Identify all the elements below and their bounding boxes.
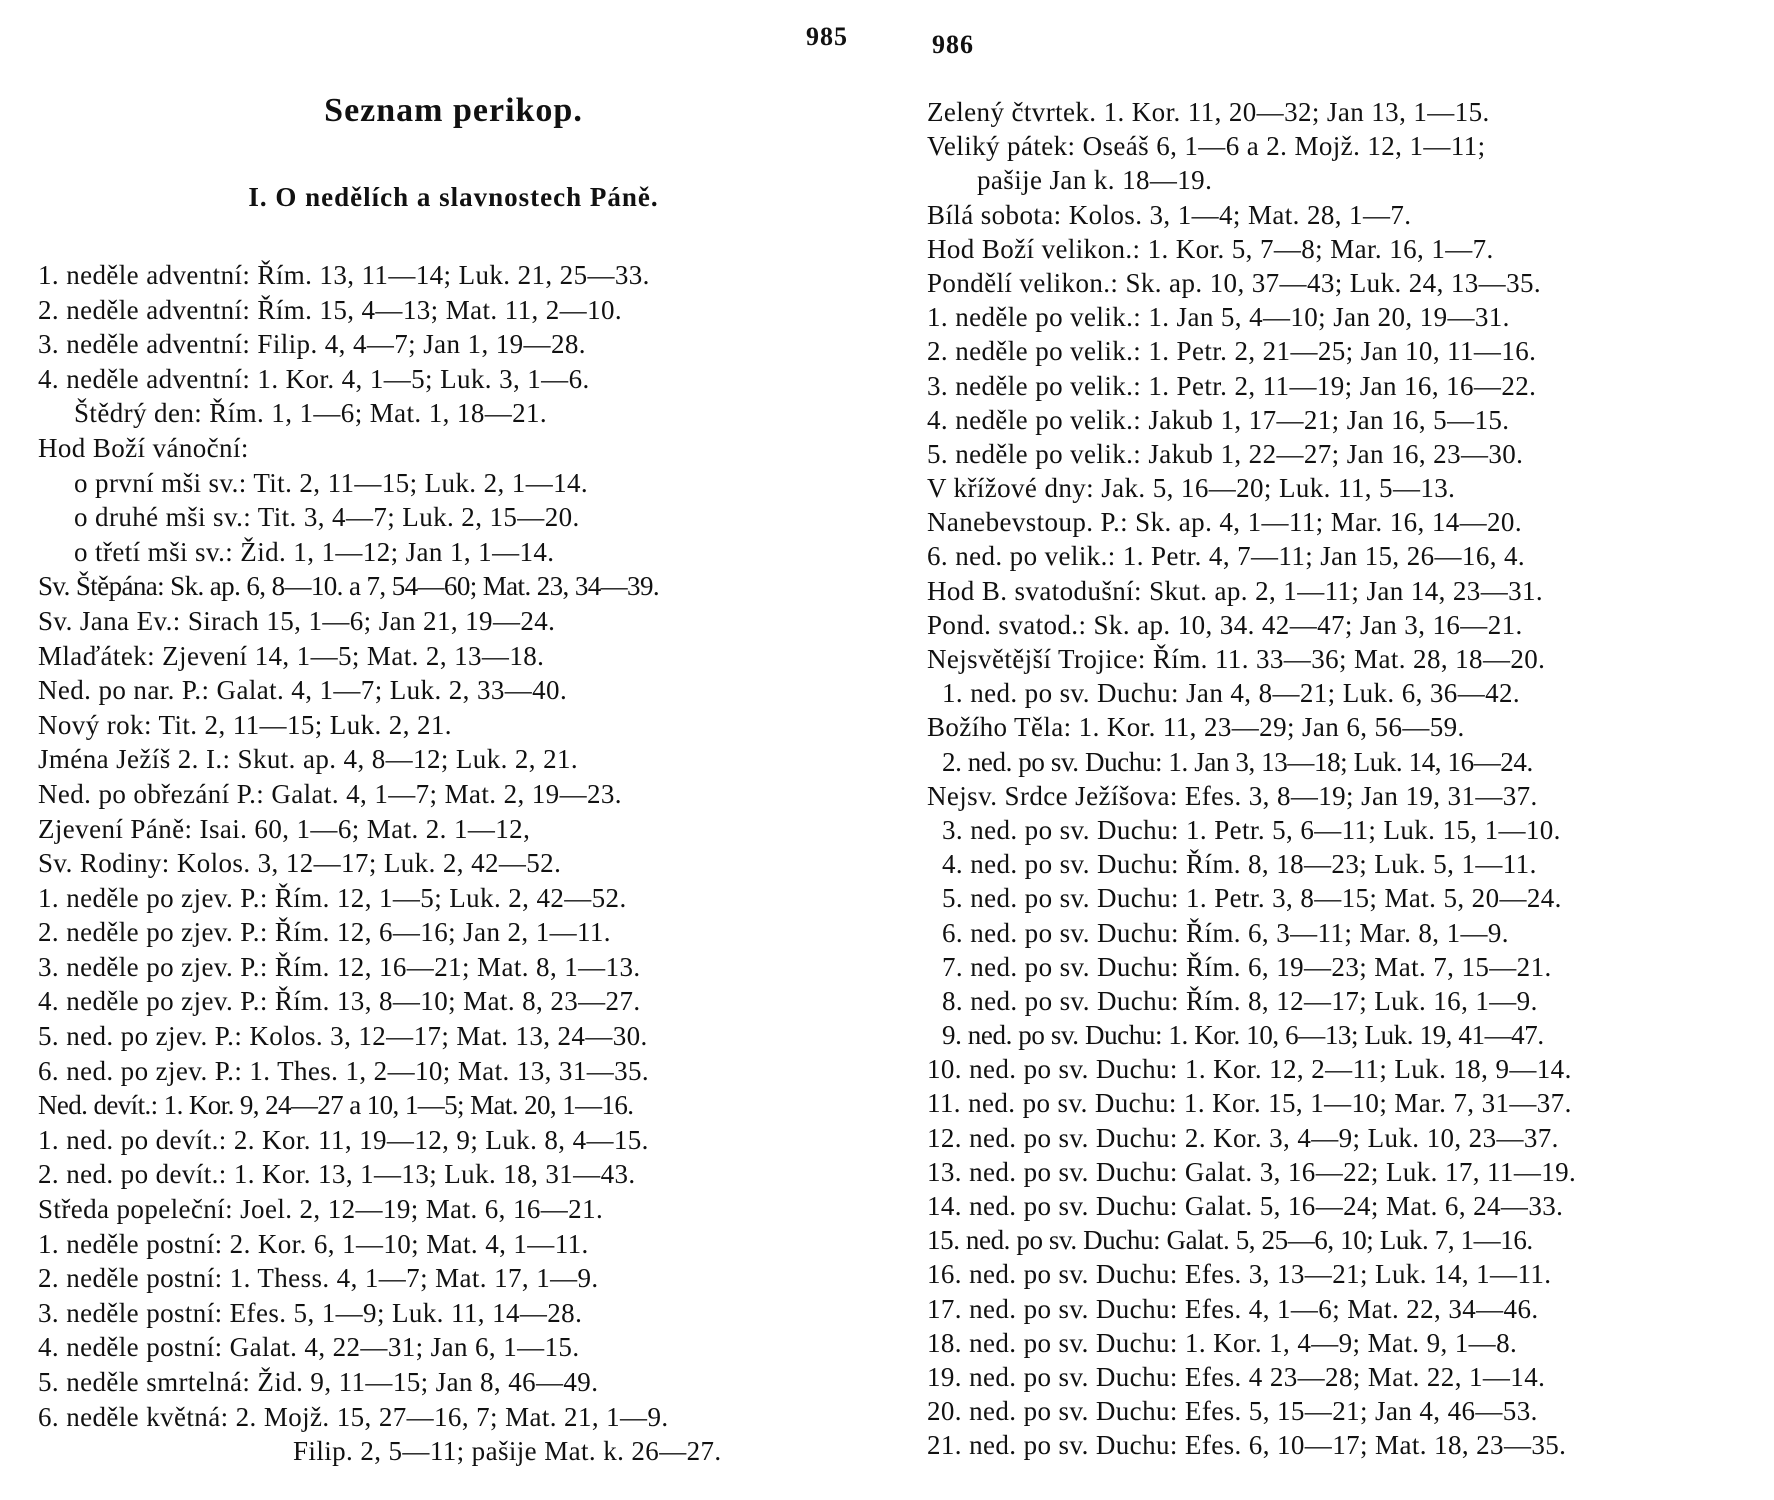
list-item: Sv. Štěpána: Sk. ap. 6, 8—10. a 7, 54—60; Mat. 23, 34—39. bbox=[38, 571, 660, 602]
list-item: Jména Ježíš 2. I.: Skut. ap. 4, 8—12; Luk. 2, 21. bbox=[38, 744, 579, 775]
list-item: 21. ned. po sv. Duchu: Efes. 6, 10—17; Mat. 18, 23—35. bbox=[927, 1430, 1567, 1461]
list-item: 7. ned. po sv. Duchu: Řím. 6, 19—23; Mat. 7, 15—21. bbox=[942, 951, 1552, 982]
list-item: 6. neděle květná: 2. Mojž. 15, 27—16, 7; Mat. 21, 1—9. bbox=[38, 1401, 669, 1432]
page-number-left: 985 bbox=[806, 22, 848, 51]
list-item: 18. ned. po sv. Duchu: 1. Kor. 1, 4—9; Mat. 9, 1—8. bbox=[927, 1327, 1518, 1358]
list-item: 1. ned. po devít.: 2. Kor. 11, 19—12, 9; Luk. 8, 4—15. bbox=[38, 1124, 649, 1155]
list-item: 6. ned. po sv. Duchu: Řím. 6, 3—11; Mar. 8, 1—9. bbox=[942, 917, 1509, 948]
right-page bbox=[887, 0, 1774, 1500]
section-heading: I. O nedělích a slavnostech Páně. bbox=[248, 182, 659, 212]
list-item: 2. neděle po zjev. P.: Řím. 12, 6—16; Jan 2, 1—11. bbox=[38, 917, 611, 948]
list-item: 11. ned. po sv. Duchu: 1. Kor. 15, 1—10; Mar. 7, 31—37. bbox=[927, 1088, 1572, 1119]
list-item: 2. neděle adventní: Řím. 15, 4—13; Mat. 11, 2—10. bbox=[38, 294, 623, 325]
list-item: Zjevení Páně: Isai. 60, 1—6; Mat. 2. 1—12, bbox=[38, 813, 531, 844]
list-item: 2. neděle po velik.: 1. Petr. 2, 21—25; Jan 10, 11—16. bbox=[927, 336, 1537, 367]
list-item: 1. ned. po sv. Duchu: Jan 4, 8—21; Luk. 6, 36—42. bbox=[942, 678, 1521, 709]
list-item: 1. neděle adventní: Řím. 13, 11—14; Luk. 21, 25—33. bbox=[38, 260, 650, 290]
list-item: 3. neděle po zjev. P.: Řím. 12, 16—21; Mat. 8, 1—13. bbox=[38, 951, 641, 982]
list-item: 6. ned. po velik.: 1. Petr. 4, 7—11; Jan 15, 26—16, 4. bbox=[927, 541, 1526, 572]
list-item: Štědrý den: Řím. 1, 1—6; Mat. 1, 18—21. bbox=[74, 398, 548, 429]
list-item: Nejsv. Srdce Ježíšova: Efes. 3, 8—19; Jan 19, 31—37. bbox=[927, 780, 1538, 811]
page-number-right: 986 bbox=[932, 30, 974, 59]
list-item: pašije Jan k. 18—19. bbox=[977, 165, 1213, 196]
list-item: Mlaďátek: Zjevení 14, 1—5; Mat. 2, 13—18. bbox=[38, 640, 545, 671]
list-item: 5. ned. po sv. Duchu: 1. Petr. 3, 8—15; Mat. 5, 20—24. bbox=[942, 883, 1562, 914]
list-item: 17. ned. po sv. Duchu: Efes. 4, 1—6; Mat. 22, 34—46. bbox=[927, 1293, 1539, 1324]
list-item: 16. ned. po sv. Duchu: Efes. 3, 13—21; Luk. 14, 1—11. bbox=[927, 1259, 1552, 1290]
list-item: 3. neděle po velik.: 1. Petr. 2, 11—19; Jan 16, 16—22. bbox=[927, 370, 1537, 401]
list-item: Hod B. svatodušní: Skut. ap. 2, 1—11; Jan 14, 23—31. bbox=[927, 575, 1544, 606]
list-item: 5. neděle smrtelná: Žid. 9, 11—15; Jan 8, 46—49. bbox=[38, 1367, 599, 1397]
list-item: V křížové dny: Jak. 5, 16—20; Luk. 11, 5—13. bbox=[927, 473, 1456, 504]
list-item: 12. ned. po sv. Duchu: 2. Kor. 3, 4—9; Luk. 10, 23—37. bbox=[927, 1122, 1559, 1153]
list-item: Božího Těla: 1. Kor. 11, 23—29; Jan 6, 56—59. bbox=[927, 712, 1465, 743]
list-item: 6. ned. po zjev. P.: 1. Thes. 1, 2—10; Mat. 13, 31—35. bbox=[38, 1055, 650, 1086]
list-item: Hod Boží vánoční: bbox=[38, 432, 249, 463]
list-item: 8. ned. po sv. Duchu: Řím. 8, 12—17; Luk. 16, 1—9. bbox=[942, 985, 1538, 1016]
page-title: Seznam perikop. bbox=[324, 92, 583, 129]
list-item: 4. ned. po sv. Duchu: Řím. 8, 18—23; Luk. 5, 1—11. bbox=[942, 849, 1537, 880]
list-item: 1. neděle postní: 2. Kor. 6, 1—10; Mat. 4, 1—11. bbox=[38, 1228, 589, 1259]
list-item: Ned. po obřezání P.: Galat. 4, 1—7; Mat. 2, 19—23. bbox=[38, 778, 622, 809]
list-item: Pond. svatod.: Sk. ap. 10, 34. 42—47; Jan 3, 16—21. bbox=[927, 609, 1523, 640]
list-item: Pondělí velikon.: Sk. ap. 10, 37—43; Luk. 24, 13—35. bbox=[927, 267, 1542, 298]
list-item: Nový rok: Tit. 2, 11—15; Luk. 2, 21. bbox=[38, 709, 452, 740]
list-item: 1. neděle po velik.: 1. Jan 5, 4—10; Jan 20, 19—31. bbox=[927, 302, 1510, 333]
list-item: o první mši sv.: Tit. 2, 11—15; Luk. 2, 1—14. bbox=[74, 467, 589, 498]
list-item: 4. neděle po zjev. P.: Řím. 13, 8—10; Mat. 8, 23—27. bbox=[38, 986, 641, 1017]
list-item: Zelený čtvrtek. 1. Kor. 11, 20—32; Jan 13, 1—15. bbox=[927, 97, 1490, 127]
list-item: o druhé mši sv.: Tit. 3, 4—7; Luk. 2, 15—20. bbox=[74, 502, 580, 533]
list-item: Sv. Jana Ev.: Sirach 15, 1—6; Jan 21, 19—24. bbox=[38, 605, 556, 636]
list-item: 3. ned. po sv. Duchu: 1. Petr. 5, 6—11; Luk. 15, 1—10. bbox=[942, 814, 1561, 845]
list-item: 10. ned. po sv. Duchu: 1. Kor. 12, 2—11; Luk. 18, 9—14. bbox=[927, 1054, 1572, 1085]
list-item: 4. neděle adventní: 1. Kor. 4, 1—5; Luk. 3, 1—6. bbox=[38, 363, 590, 394]
pericope-list-right bbox=[927, 95, 1762, 1463]
list-item: Sv. Rodiny: Kolos. 3, 12—17; Luk. 2, 42—52. bbox=[38, 848, 562, 879]
list-item: 2. neděle postní: 1. Thess. 4, 1—7; Mat. 17, 1—9. bbox=[38, 1263, 599, 1294]
list-item: 5. ned. po zjev. P.: Kolos. 3, 12—17; Mat. 13, 24—30. bbox=[38, 1021, 648, 1052]
pericope-list-left bbox=[38, 258, 868, 1469]
list-item: 2. ned. po devít.: 1. Kor. 13, 1—13; Luk. 18, 31—43. bbox=[38, 1159, 636, 1190]
list-item: 3. neděle adventní: Filip. 4, 4—7; Jan 1, 19—28. bbox=[38, 329, 586, 360]
list-item: o třetí mši sv.: Žid. 1, 1—12; Jan 1, 1—14. bbox=[74, 536, 555, 567]
list-item: Hod Boží velikon.: 1. Kor. 5, 7—8; Mar. 16, 1—7. bbox=[927, 233, 1494, 264]
list-item: 4. neděle postní: Galat. 4, 22—31; Jan 6, 1—15. bbox=[38, 1332, 580, 1363]
list-item: 20. ned. po sv. Duchu: Efes. 5, 15—21; Jan 4, 46—53. bbox=[927, 1396, 1538, 1427]
list-item: 13. ned. po sv. Duchu: Galat. 3, 16—22; Luk. 17, 11—19. bbox=[927, 1156, 1577, 1187]
list-item: 9. ned. po sv. Duchu: 1. Kor. 10, 6—13; Luk. 19, 41—47. bbox=[942, 1020, 1544, 1051]
list-item: Veliký pátek: Oseáš 6, 1—6 a 2. Mojž. 12, 1—11; bbox=[927, 131, 1486, 162]
list-item: Nejsvětější Trojice: Řím. 11. 33—36; Mat. 28, 18—20. bbox=[927, 644, 1546, 674]
list-item: 4. neděle po velik.: Jakub 1, 17—21; Jan 16, 5—15. bbox=[927, 404, 1510, 435]
list-item: 5. neděle po velik.: Jakub 1, 22—27; Jan 16, 23—30. bbox=[927, 438, 1524, 469]
list-item: 14. ned. po sv. Duchu: Galat. 5, 16—24; Mat. 6, 24—33. bbox=[927, 1191, 1564, 1221]
list-item: Filip. 2, 5—11; pašije Mat. k. 26—27. bbox=[293, 1436, 722, 1467]
list-item: 15. ned. po sv. Duchu: Galat. 5, 25—6, 10; Luk. 7, 1—16. bbox=[927, 1225, 1533, 1256]
list-item: 3. neděle postní: Efes. 5, 1—9; Luk. 11, 14—28. bbox=[38, 1297, 583, 1328]
list-item: Ned. po nar. P.: Galat. 4, 1—7; Luk. 2, 33—40. bbox=[38, 675, 568, 706]
list-item: Středa popeleční: Joel. 2, 12—19; Mat. 6, 16—21. bbox=[38, 1194, 604, 1225]
list-item: Nanebevstoup. P.: Sk. ap. 4, 1—11; Mar. 16, 14—20. bbox=[927, 507, 1522, 538]
list-item: Bílá sobota: Kolos. 3, 1—4; Mat. 28, 1—7. bbox=[927, 199, 1412, 230]
list-item: 2. ned. po sv. Duchu: 1. Jan 3, 13—18; Luk. 14, 16—24. bbox=[942, 746, 1533, 777]
list-item: 19. ned. po sv. Duchu: Efes. 4 23—28; Mat. 22, 1—14. bbox=[927, 1361, 1546, 1392]
list-item: Ned. devít.: 1. Kor. 9, 24—27 a 10, 1—5; Mat. 20, 1—16. bbox=[38, 1090, 634, 1121]
list-item: 1. neděle po zjev. P.: Řím. 12, 1—5; Luk. 2, 42—52. bbox=[38, 882, 627, 913]
